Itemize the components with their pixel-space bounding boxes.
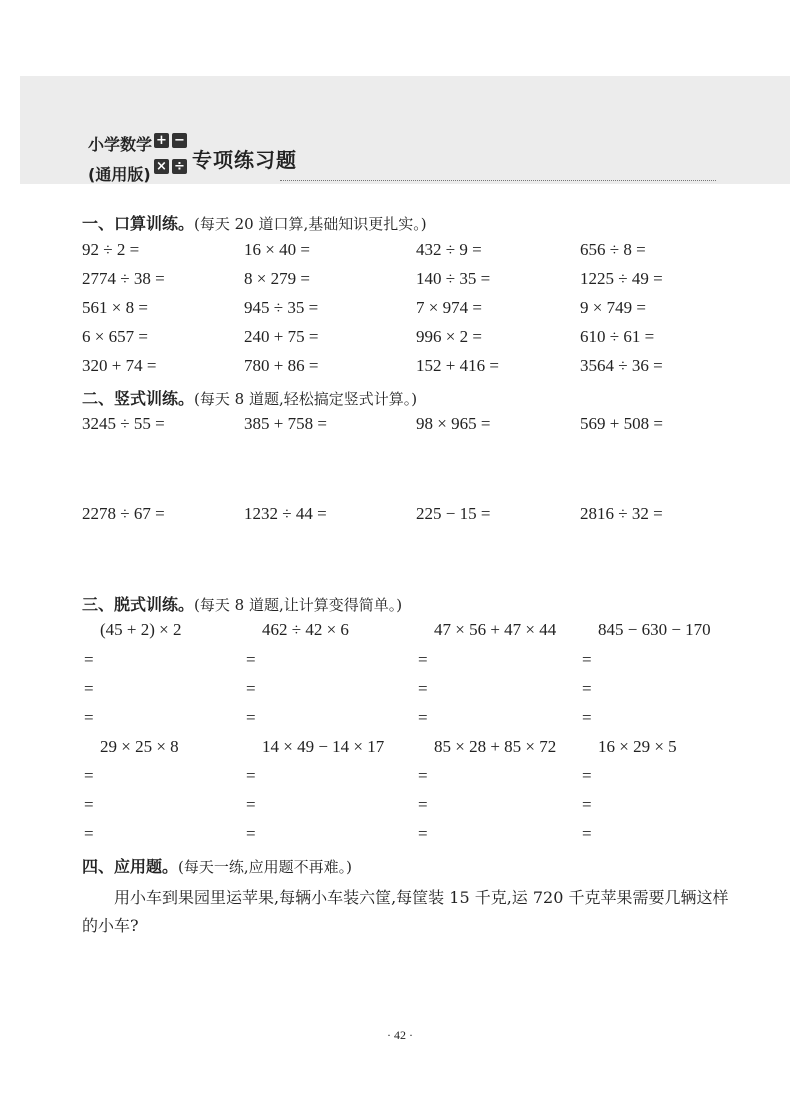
equals-sign: =	[246, 679, 256, 698]
equals-sign: =	[246, 766, 256, 785]
problem: 385 + 758 =	[244, 414, 327, 433]
equals-sign: =	[246, 824, 256, 843]
section-heading: 四、应用题。	[82, 857, 179, 876]
section-heading: 三、脱式训练。	[82, 595, 195, 614]
problem: 996 × 2 =	[416, 327, 482, 346]
problem: 140 ÷ 35 =	[416, 269, 491, 288]
times-icon: ×	[154, 159, 169, 174]
equals-sign: =	[582, 679, 592, 698]
problem: 98 × 965 =	[416, 414, 491, 433]
equals-sign: =	[582, 795, 592, 814]
equals-sign: =	[246, 650, 256, 669]
expression: 85 × 28 + 85 × 72	[434, 737, 557, 756]
equals-sign: =	[246, 795, 256, 814]
section-note: (每天 20 道口算,基础知识更扎实。)	[194, 215, 427, 233]
equals-sign: =	[582, 708, 592, 727]
problem: 92 ÷ 2 =	[82, 240, 140, 259]
equals-sign: =	[84, 650, 94, 669]
problem: 1232 ÷ 44 =	[244, 504, 327, 523]
equals-sign: =	[418, 650, 428, 669]
section-note: (每天 8 道题,轻松搞定竖式计算。)	[194, 390, 418, 408]
section-oral-heading	[82, 211, 427, 234]
section-stepwise-heading	[82, 592, 402, 615]
problem: 1225 ÷ 49 =	[580, 269, 663, 288]
brand-line-2: (通用版)	[88, 165, 151, 184]
section-word-heading	[82, 854, 352, 877]
equals-sign: =	[582, 766, 592, 785]
problem: 432 ÷ 9 =	[416, 240, 482, 259]
equals-sign: =	[84, 708, 94, 727]
problem: 945 ÷ 35 =	[244, 298, 319, 317]
problem: 225 − 15 =	[416, 504, 491, 523]
problem: 6 × 657 =	[82, 327, 148, 346]
problem: 2774 ÷ 38 =	[82, 269, 165, 288]
word-problem-text: 用小车到果园里运苹果,每辆小车装六筐,每筐装 15 千克,运 720 千克苹果需要几辆这样的小车?	[82, 888, 729, 935]
equals-sign: =	[418, 708, 428, 727]
problem: 2816 ÷ 32 =	[580, 504, 663, 523]
problem: 569 + 508 =	[580, 414, 663, 433]
equals-sign: =	[84, 795, 94, 814]
equals-sign: =	[582, 650, 592, 669]
problem: 3245 ÷ 55 =	[82, 414, 165, 433]
equals-sign: =	[418, 766, 428, 785]
equals-sign: =	[84, 824, 94, 843]
problem: 9 × 749 =	[580, 298, 646, 317]
page-title: 专项练习题	[192, 148, 297, 172]
equals-sign: =	[84, 679, 94, 698]
section-heading: 二、竖式训练。	[82, 389, 195, 408]
problem: 7 × 974 =	[416, 298, 482, 317]
problem: 610 ÷ 61 =	[580, 327, 655, 346]
page-number: · 42 ·	[387, 1028, 413, 1042]
equals-sign: =	[418, 679, 428, 698]
section-vertical-heading	[82, 386, 417, 409]
divide-icon: ÷	[172, 159, 187, 174]
equals-sign: =	[582, 824, 592, 843]
problem: 8 × 279 =	[244, 269, 310, 288]
section-note: (每天一练,应用题不再难。)	[178, 858, 352, 876]
equals-sign: =	[418, 824, 428, 843]
problem: 3564 ÷ 36 =	[580, 356, 663, 375]
operator-icon-grid	[154, 133, 188, 185]
expression: 845 − 630 − 170	[598, 620, 711, 639]
expression: 47 × 56 + 47 × 44	[434, 620, 557, 639]
expression: (45 + 2) × 2	[100, 620, 182, 639]
expression: 462 ÷ 42 × 6	[262, 620, 349, 639]
expression: 29 × 25 × 8	[100, 737, 179, 756]
problem: 656 ÷ 8 =	[580, 240, 646, 259]
section-note: (每天 8 道题,让计算变得简单。)	[194, 596, 403, 614]
problem: 561 × 8 =	[82, 298, 148, 317]
minus-icon: −	[172, 133, 187, 148]
equals-sign: =	[84, 766, 94, 785]
brand-line-1: 小学数学	[88, 135, 153, 154]
expression: 16 × 29 × 5	[598, 737, 677, 756]
problem: 240 + 75 =	[244, 327, 319, 346]
problem: 16 × 40 =	[244, 240, 310, 259]
problem: 780 + 86 =	[244, 356, 319, 375]
plus-icon: +	[154, 133, 169, 148]
section-heading: 一、口算训练。	[82, 214, 195, 233]
equals-sign: =	[418, 795, 428, 814]
problem: 320 + 74 =	[82, 356, 157, 375]
problem: 152 + 416 =	[416, 356, 499, 375]
equals-sign: =	[246, 708, 256, 727]
expression: 14 × 49 − 14 × 17	[262, 737, 385, 756]
header-dotted-rule	[280, 180, 716, 181]
problem: 2278 ÷ 67 =	[82, 504, 165, 523]
